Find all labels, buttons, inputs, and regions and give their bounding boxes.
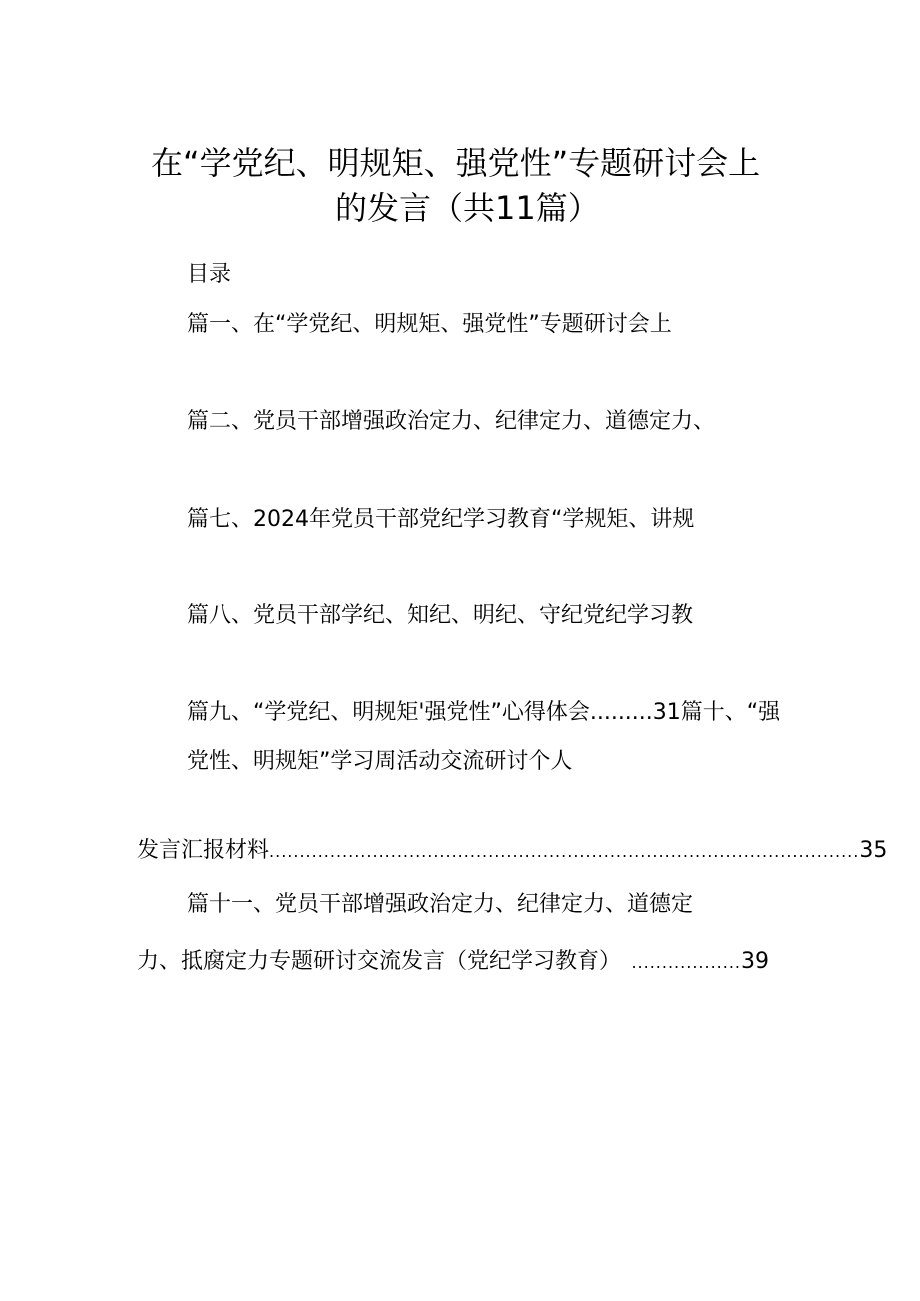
toc-entry-2: 篇二、党员干部增强政治定力、纪律定力、道德定力、 — [187, 409, 716, 434]
toc-heading: 目录 — [187, 262, 232, 287]
toc-entry-10-continued: 党性、明规矩”学习周活动交流研讨个人 — [187, 749, 573, 774]
toc-entry-7: 篇七、2024年党员干部党纪学习教育“学规矩、讲规 — [187, 507, 695, 532]
toc-entry-11-line-1: 篇十一、党员干部增强政治定力、纪律定力、道德定 — [187, 892, 694, 917]
toc-entry-11-line-2 — [137, 944, 769, 975]
toc-page-number: 35 — [859, 838, 888, 863]
toc-dot-leader: .................. — [631, 953, 741, 972]
toc-dot-leader: ................................................................................................. — [269, 842, 860, 861]
toc-entry-10-tail — [137, 833, 888, 864]
toc-entry-11-line-2-text: 力、抵腐定力专题研讨交流发言（党纪学习教育） — [137, 949, 622, 974]
toc-entry-10-tail-text: 发言汇报材料 — [137, 838, 270, 863]
document-title-line-2: 的发言（共11篇） — [335, 189, 600, 227]
toc-entry-1: 篇一、在“学党纪、明规矩、强党性”专题研讨会上 — [187, 312, 672, 337]
document-title-line-1: 在“学党纪、明规矩、强党性”专题研讨会上 — [151, 144, 761, 182]
toc-page-number: 39 — [741, 949, 769, 974]
toc-entry-8: 篇八、党员干部学纪、知纪、明纪、守纪党纪学习教 — [187, 603, 694, 628]
toc-entry-9-and-10: 篇九、“学党纪、明规矩'强党性”心得体会.........31篇十、“强 — [187, 700, 781, 725]
